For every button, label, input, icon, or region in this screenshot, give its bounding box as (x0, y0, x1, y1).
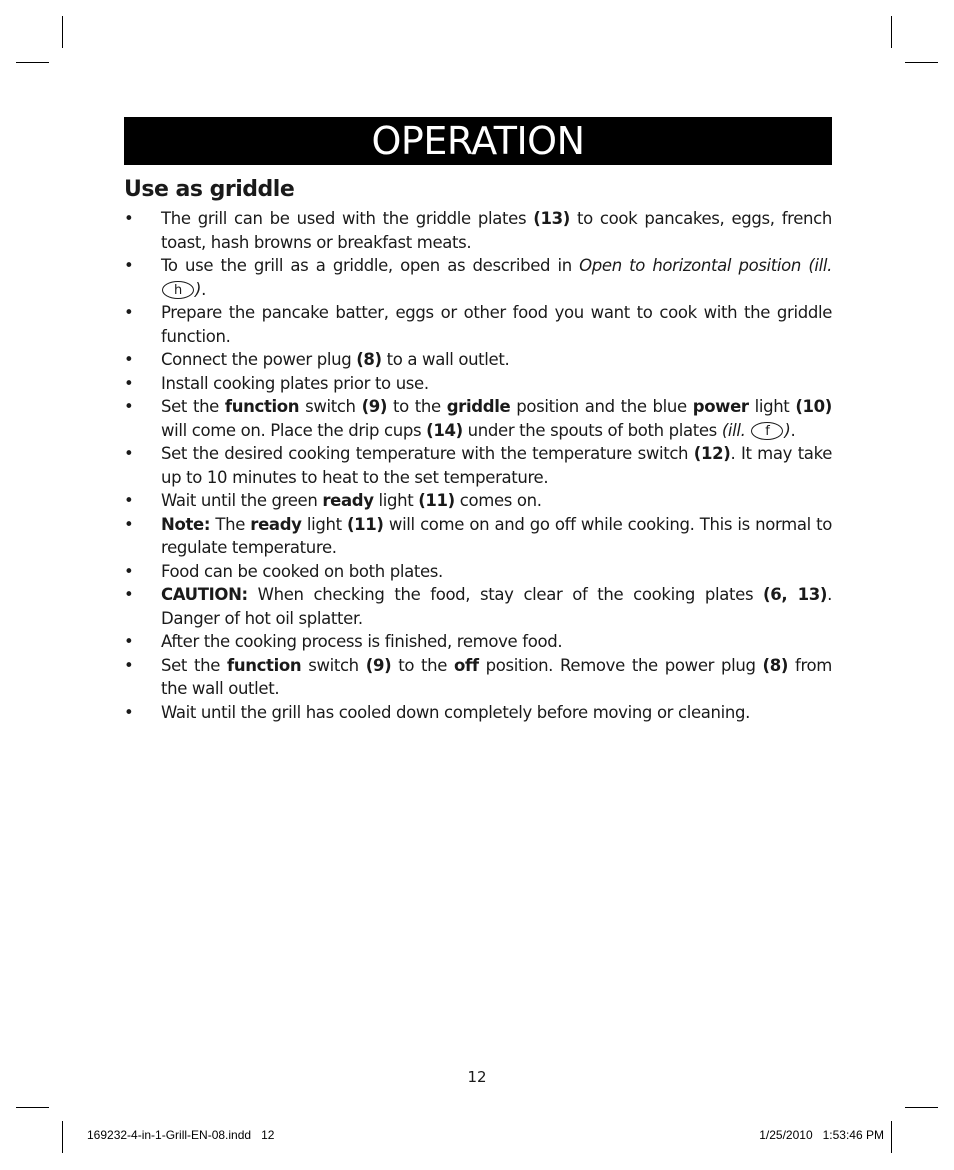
list-item: • Prepare the pancake batter, eggs or other food you want to cook with the griddle function. (124, 301, 832, 348)
section-heading: Use as griddle (124, 177, 295, 202)
crop-mark (905, 62, 938, 63)
list-item: • Install cooking plates prior to use. (124, 372, 832, 396)
footer-filename: 169232-4-in-1-Grill-EN-08.indd 12 (87, 1128, 275, 1142)
list-item: • Wait until the green ready light (11) comes on. (124, 489, 832, 513)
list-item: • Set the desired cooking temperature with the temperature switch (12). It may take up to 10 minutes to heat to the set temperature. (124, 442, 832, 489)
list-item: • Set the function switch (9) to the off position. Remove the power plug (8) from the wall outlet. (124, 654, 832, 701)
page-number: 12 (467, 1068, 487, 1086)
crop-mark (62, 1121, 63, 1153)
list-item: • CAUTION: When checking the food, stay clear of the cooking plates (6, 13). Danger of hot oil splatter. (124, 583, 832, 630)
list-item: • The grill can be used with the griddle plates (13) to cook pancakes, eggs, french toast, hash browns or breakfast meats. (124, 207, 832, 254)
crop-mark (891, 16, 892, 48)
crop-mark (905, 1107, 938, 1108)
page-title: OPERATION (124, 117, 832, 165)
list-item: • Set the function switch (9) to the griddle position and the blue power light (10) will come on. Place the drip cups (14) under the spouts of both plates (ill. f ). (124, 395, 832, 442)
list-item: • After the cooking process is finished, remove food. (124, 630, 832, 654)
crop-mark (62, 16, 63, 48)
crop-mark (16, 1107, 49, 1108)
list-item: • Note: The ready light (11) will come on and go off while cooking. This is normal to regulate temperature. (124, 513, 832, 560)
list-item: • Wait until the grill has cooled down completely before moving or cleaning. (124, 701, 832, 725)
list-item: • Connect the power plug (8) to a wall outlet. (124, 348, 832, 372)
crop-mark (16, 62, 49, 63)
crop-mark (891, 1121, 892, 1153)
list-item: • Food can be cooked on both plates. (124, 560, 832, 584)
list-item: • To use the grill as a griddle, open as described in Open to horizontal position (ill. h ). (124, 254, 832, 301)
illustration-f-icon: f (751, 422, 783, 440)
instruction-list (124, 207, 832, 724)
illustration-h-icon: h (162, 281, 194, 299)
footer-timestamp: 1/25/2010 1:53:46 PM (759, 1128, 884, 1142)
